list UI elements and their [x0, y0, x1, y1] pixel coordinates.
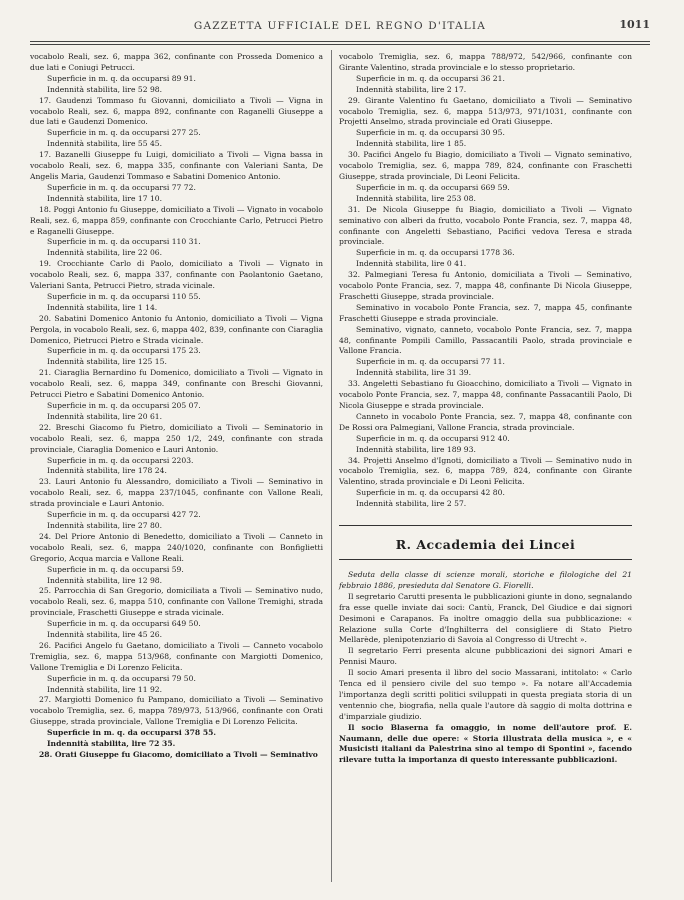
entry-detail-line: Superficie in m. q. da occuparsi 42 80.: [356, 488, 505, 498]
entry-detail-line: Indennità stabilita, lire 11 92.: [47, 684, 163, 694]
entry-detail-line: Superficie in m. q. da occuparsi 77 11.: [356, 357, 505, 367]
entry-detail-line: Seminativo, vignato, canneto, vocabolo Ponte Francia, sez. 7, mappa 48, confinante Pompili Camillo, Passacantili Paolo, strada provinciale e Vallone Francia.: [339, 324, 632, 356]
entry-detail-line: Superficie in m. q. da occuparsi 912 40.: [356, 433, 510, 443]
entry-paragraph: 32. Palmegiani Teresa fu Antonio, domiciliata a Tivoli — Seminativo, vocabolo Ponte Francia, sez. 7, mappa 48, confinante Di Nicola Giuseppe, Fraschetti Giuseppe, strada provinciale.: [339, 270, 632, 301]
entry-paragraph: 22. Breschi Giacomo fu Pietro, domiciliato a Tivoli — Seminatorio in vocabolo Reali, sez. 6, mappa 250 1/2, 249, confinante con strada provinciale, Ciaraglia Domenico e Lauri Antonio.: [30, 422, 323, 454]
entry-paragraph: 31. De Nicola Giuseppe fu Biagio, domiciliato a Tivoli — Vignato seminativo con alberi da frutto, vocabolo Ponte Francia, sez. 7, mappa 48, confinante con Angeletti Sebastiano, Pacifici vedova Teresa e strada provinciale.: [339, 204, 632, 247]
entry-detail-line: Indennità stabilita, lire 17 10.: [47, 193, 163, 203]
left-column: [30, 52, 323, 761]
entry-detail-line: Indennità stabilita, lire 2 57.: [356, 499, 467, 509]
entry-detail-line: Indennità stabilita, lire 52 98.: [47, 84, 163, 94]
entry-detail-line: Superficie in m. q. da occuparsi 89 91.: [47, 73, 196, 83]
entry-detail-line: Indennità stabilita, lire 22 06.: [47, 248, 163, 258]
entry-detail-line: Indennità stabilita, lire 31 39.: [356, 368, 472, 378]
entry-paragraph: 30. Pacifici Angelo fu Biagio, domiciliato a Tivoli — Vignato seminativo, vocabolo Tremiglia, sez. 6, mappa 789, 824, confinante con Fraschetti Giuseppe, strada provinciale, Di Leoni Felicita.: [339, 150, 632, 181]
entry-detail-line: Indennità stabilita, lire 2 17.: [356, 84, 467, 94]
entry-detail-line: Superficie in m. q. da occuparsi 77 72.: [47, 182, 196, 192]
entry-detail-line: Indennità stabilita, lire 1 14.: [47, 302, 158, 312]
entry-detail-line: Superficie in m. q. da occuparsi 205 07.: [47, 401, 201, 410]
entry-detail-line: Superficie in m. q. da occuparsi 427 72.: [47, 510, 201, 520]
entry-detail-line: Indennità stabilita, lire 125 15.: [47, 357, 167, 367]
entry-detail-line: Superficie in m. q. da occuparsi 79 50.: [47, 673, 196, 683]
entry-detail-line: Superficie in m. q. da occuparsi 1778 36.: [356, 248, 515, 258]
entry-detail-line: Superficie in m. q. da occuparsi 378 55.: [47, 728, 217, 738]
right-column: [339, 52, 632, 766]
entry-detail-line: Indennità stabilita, lire 27 80.: [47, 520, 163, 530]
accademia-report: [339, 570, 632, 766]
entry-paragraph: 17. Gaudenzi Tommaso fu Giovanni, domiciliato a Tivoli — Vigna in vocabolo Reali, sez. 6, mappa 892, confinante con Raganelli Giuseppe a due lati e Gaudenzi Domenico.: [30, 95, 323, 127]
page-header: [30, 18, 650, 38]
entry-paragraph: 27. Margiotti Domenico fu Pampano, domiciliato a Tivoli — Seminativo vocabolo Tremiglia, sez. 6, mappa 789/973, 513/966, confinante con Orati Giuseppe, strada provinciale, Vallone Tremiglia e Di Lorenzo Felicita.: [30, 695, 323, 727]
entry-detail-line: Indennità stabilita, lire 1 85.: [356, 139, 467, 149]
report-paragraph: Il socio Amari presenta il libro del socio Massarani, intitolato: « Carlo Tenca ed il pensiero civile del suo tempo ». Fa notare all'Accademia l'importanza degli scritti politici sviluppati in questa pregiata storia di un ventennio che, biografia, nella quale l'autore dà saggio di molta dottrina e d'imparziale giudizio.: [339, 668, 632, 721]
entry-paragraph: 17. Bazanelli Giuseppe fu Luigi, domiciliato a Tivoli — Vigna bassa in vocabolo Reali, sez. 6, mappa 335, confinante con Valeriani Santa, De Angelis Maria, Gaudenzi Tommaso e Sabatini Domenico Antonio.: [30, 150, 323, 181]
entry-paragraph: 25. Parrocchia di San Gregorio, domiciliata a Tivoli — Seminativo nudo, vocabolo Reali, sez. 6, mappa 510, confinante con Vallone Tremighi, strada provinciale, Fraschetti Giuseppe e strada vicinale.: [30, 586, 323, 618]
entry-detail-line: Canneto in vocabolo Ponte Francia, sez. 7, mappa 48, confinante con De Rossi ora Palmegiani, Vallone Francia, strada provinciale.: [339, 411, 632, 432]
entry-paragraph: 20. Sabatini Domenico Antonio fu Antonio, domiciliato a Tivoli — Vigna Pergola, in vocabolo Reali, sez. 6, mappa 402, 839, confinante con Ciaraglia Domenico, Pietrucci Pietro e Strada vicinale.: [30, 313, 324, 345]
page-number: 1011: [619, 18, 650, 31]
gazette-title: GAZZETTA UFFICIALE DEL REGNO D'ITALIA: [193, 20, 487, 32]
entry-detail-line: Superficie in m. q. da occuparsi 110 31.: [47, 237, 201, 247]
section-title-rule: [339, 559, 632, 560]
report-paragraph: Il socio Blaserna fa omaggio, in nome dell'autore prof. E. Naumann, delle due opere: « Storia illustrata della musica », e « Musicisti italiani da Palestrina sino al tempo di Spontini », facendo rilevare tutta la importanza di questo interessante pubblicazioni.: [339, 722, 632, 765]
entry-paragraph: 33. Angeletti Sebastiano fu Gioacchino, domiciliato a Tivoli — Vignato in vocabolo Ponte Francia, sez. 7, mappa 48, confinante Passacantili Paolo, Di Nicola Giuseppe e strada provinciale.: [339, 379, 632, 410]
report-paragraph: Il segretario Carutti presenta le pubblicazioni giunte in dono, segnalando fra esse quelle inviate dai soci: Cantù, Franck, Del Giudice e dai signori Desimoni e Carapanos. Fa inoltre omaggio della sua pubblicazione: « Relazione sulla Corte d'Inghilterra del consigliere di Stato Pietro Mellarède, plenipotenziario di Savoia al Congresso di Utrecht ».: [339, 591, 632, 645]
entry-detail-line: Superficie in m. q. da occuparsi 110 55.: [47, 291, 201, 301]
entry-detail-line: Superficie in m. q. da occuparsi 175 23.: [47, 346, 201, 356]
entry-detail-line: Superficie in m. q. da occuparsi 669 59.: [356, 182, 510, 192]
entry-detail-line: Indennità stabilita, lire 20 61.: [47, 411, 163, 421]
entry-paragraph: 34. Projetti Anselmo d'Ignoti, domiciliato a Tivoli — Seminativo nudo in vocabolo Tremiglia, sez. 6, mappa 789, 824, confinante con Girante Valentino, strada provinciale e Di Leoni Felicita.: [339, 455, 632, 487]
entry-detail-line: Superficie in m. q. da occuparsi 2203.: [47, 455, 194, 465]
entry-detail-line: Indennità stabilita, lire 189 93.: [356, 444, 476, 454]
column-divider: [331, 50, 332, 882]
entry-paragraph: 28. Orati Giuseppe fu Giacomo, domiciliato a Tivoli — Seminativo: [39, 750, 318, 759]
entry-detail-line: Indennità stabilita, lire 45 26.: [47, 630, 163, 640]
entry-paragraph: 24. Del Priore Antonio di Benedetto, domiciliato a Tivoli — Canneto in vocabolo Reali, sez. 6, mappa 240/1020, confinante con Bonfiglietti Gregorio, Acqua marcia e Vallone Reali.: [30, 531, 323, 563]
header-rule-double: [30, 44, 650, 45]
entry-paragraph: 18. Poggi Antonio fu Giuseppe, domiciliato a Tivoli — Vignato in vocabolo Reali, sez. 6, mappa 859, confinante con Crocchiante Carlo, Petrucci Pietro e Raganelli Giuseppe.: [30, 204, 323, 236]
section-separator: [339, 510, 632, 526]
entry-paragraph: 29. Girante Valentino fu Gaetano, domiciliato a Tivoli — Seminativo vocabolo Tremiglia, sez. 6, mappa 513/973, 971/1031, confinante con Projetti Anselmo, strada provinciale ed Orati Giuseppe.: [339, 95, 632, 127]
entry-detail-line: Superficie in m. q. da occuparsi 30 95.: [356, 128, 505, 138]
expropriation-list-continued: [339, 52, 632, 510]
entry-detail-line: Indennità stabilita, lire 0 41.: [356, 259, 467, 269]
section-title: R. Accademia dei Lincei: [395, 537, 576, 553]
entry-paragraph: 23. Lauri Antonio fu Alessandro, domiciliato a Tivoli — Seminativo in vocabolo Reali, sez. 6, mappa 237/1045, confinante con Vallone Reali, strada provinciale e Lauri Antonio.: [30, 477, 323, 509]
entry-paragraph: 21. Ciaraglia Bernardino fu Domenico, domiciliato a Tivoli — Vignato in vocabolo Reali, sez. 6, mappa 349, confinante con Breschi Giovanni, Petrucci Pietro e Sabatini Domenico Antonio.: [30, 368, 323, 400]
entry-paragraph: 26. Pacifici Angelo fu Gaetano, domiciliato a Tivoli — Canneto vocabolo Tremiglia, sez. 6, mappa 513/968, confinante con Margiotti Domenico, Vallone Tremiglia e Di Lorenzo Felicita.: [30, 640, 323, 672]
entry-paragraph: 19. Crocchiante Carlo di Paolo, domiciliato a Tivoli — Vignato in vocabolo Reali, sez. 6, mappa 337, confinante con Paolantonio Gaetano, Valeriani Santa, Petrucci Pietro, strada vicinale.: [30, 259, 323, 291]
entry-detail-line: Indennità stabilita, lire 72 35.: [47, 739, 176, 749]
entry-detail-line: Indennità stabilita, lire 12 98.: [47, 575, 163, 585]
entry-detail-line: Superficie in m. q. da occuparsi 277 25.: [47, 128, 201, 138]
entry-detail-line: Indennità stabilita, lire 55 45.: [47, 139, 163, 149]
entry-continuation: vocabolo Reali, sez. 6, mappa 362, confinante con Prosseda Domenico a due lati e Coniugi Petrucci.: [30, 52, 323, 72]
report-paragraph: Il segretario Ferri presenta alcune pubblicazioni dei signori Amari e Pennisi Mauro.: [339, 646, 632, 667]
entry-continuation: vocabolo Tremiglia, sez. 6, mappa 788/972, 542/966, confinante con Girante Valentino, strada provinciale e lo stesso proprietario.: [339, 52, 632, 72]
session-heading: Seduta della classe di scienze morali, storiche e filologiche del 21 febbraio 1886, presieduta dal Senatore G. Fiorelli.: [339, 569, 632, 590]
entry-detail-line: Superficie in m. q. da occuparsi 36 21.: [356, 73, 505, 83]
entry-detail-line: Indennità stabilita, lire 178 24.: [47, 466, 167, 476]
entry-detail-line: Superficie in m. q. da occuparsi 649 50.: [47, 619, 201, 629]
entry-detail-line: Seminativo in vocabolo Ponte Francia, sez. 7, mappa 45, confinante Fraschetti Giuseppe e strada provinciale.: [339, 302, 632, 323]
entry-detail-line: Indennità stabilita, lire 253 08.: [356, 193, 476, 203]
entry-detail-line: Superficie in m. q. da occuparsi 59.: [47, 564, 184, 574]
header-rule: [30, 41, 650, 42]
